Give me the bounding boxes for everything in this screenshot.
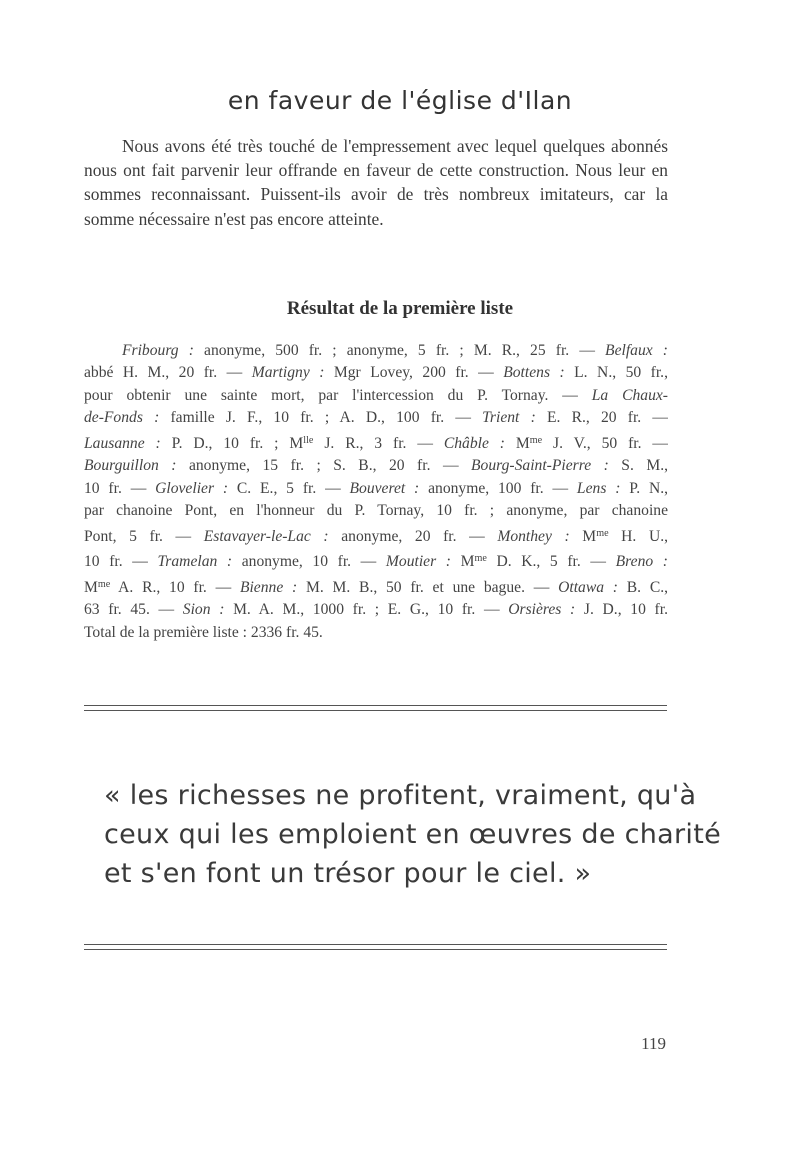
donation-list — [84, 340, 668, 644]
section-heading: Résultat de la première liste — [286, 298, 514, 319]
page-title: en faveur de l'église d'Ilan — [227, 86, 573, 115]
donation-line: 63 fr. 45. — Sion : M. A. M., 1000 fr. ; E. G., 10 fr. — Orsières : J. D., 10 fr. — [84, 601, 668, 619]
donation-line: Total de la première liste : 2336 fr. 45. — [84, 623, 323, 641]
quote-line: ceux qui les emploient en œuvres de charité — [104, 819, 722, 850]
quote-line: et s'en font un trésor pour le ciel. » — [104, 858, 592, 889]
intro-paragraph — [84, 134, 668, 231]
donation-line: 10 fr. — Tramelan : anonyme, 10 fr. — Moutier : $M^{me}$ D. K., 5 fr. — Breno : — [84, 553, 668, 571]
quote-line: « les richesses ne profitent, vraiment, qu'à — [104, 780, 697, 811]
divider-bottom — [84, 944, 667, 950]
divider-top — [84, 705, 667, 711]
donation-line: pour obtenir une sainte mort, par l'intercession du P. Tornay. — La Chaux- — [84, 386, 668, 404]
donation-line: de-Fonds : famille J. F., 10 fr. ; A. D., 100 fr. — Trient : E. R., 20 fr. — — [84, 409, 668, 427]
donation-line: abbé H. M., 20 fr. — Martigny : Mgr Lovey, 200 fr. — Bottens : L. N., 50 fr., — [84, 364, 668, 382]
donation-line: Fribourg : anonyme, 500 fr. ; anonyme, 5 fr. ; M. R., 25 fr. — Belfaux : — [122, 342, 668, 359]
donation-line: Pont, 5 fr. — Estavayer-le-Lac : anonyme, 20 fr. — Monthey : $M^{me}$ H. U., — [84, 527, 668, 545]
intro-text: Nous avons été très touché de l'empressement avec lequel quelques abonnés nous ont fait parvenir leur offrande en faveur de cette construction. Nous leur en sommes reconnaissant. Puissent-ils avoir de très nombreux imitateurs, car la somme nécessaire n'est pas encore atteinte. — [84, 136, 668, 229]
donation-line: Bourguillon : anonyme, 15 fr. ; S. B., 20 fr. — Bourg-Saint-Pierre : S. M., — [84, 457, 668, 475]
donation-line: $M^{me}$ A. R., 10 fr. — Bienne : M. M. B., 50 fr. et une bague. — Ottawa : B. C., — [84, 578, 668, 596]
donation-line: par chanoine Pont, en l'honneur du P. Tornay, 10 fr. ; anonyme, par chanoine — [84, 502, 668, 520]
quotation — [104, 776, 722, 893]
donation-line: Lausanne : P. D., 10 fr. ; $M^{lle}$ J. R., 3 fr. — Châble : $M^{me}$ J. V., 50 fr. — — [84, 434, 668, 452]
page-number: 119 — [641, 1034, 666, 1053]
donation-line: 10 fr. — Glovelier : C. E., 5 fr. — Bouveret : anonyme, 100 fr. — Lens : P. N., — [84, 479, 668, 497]
